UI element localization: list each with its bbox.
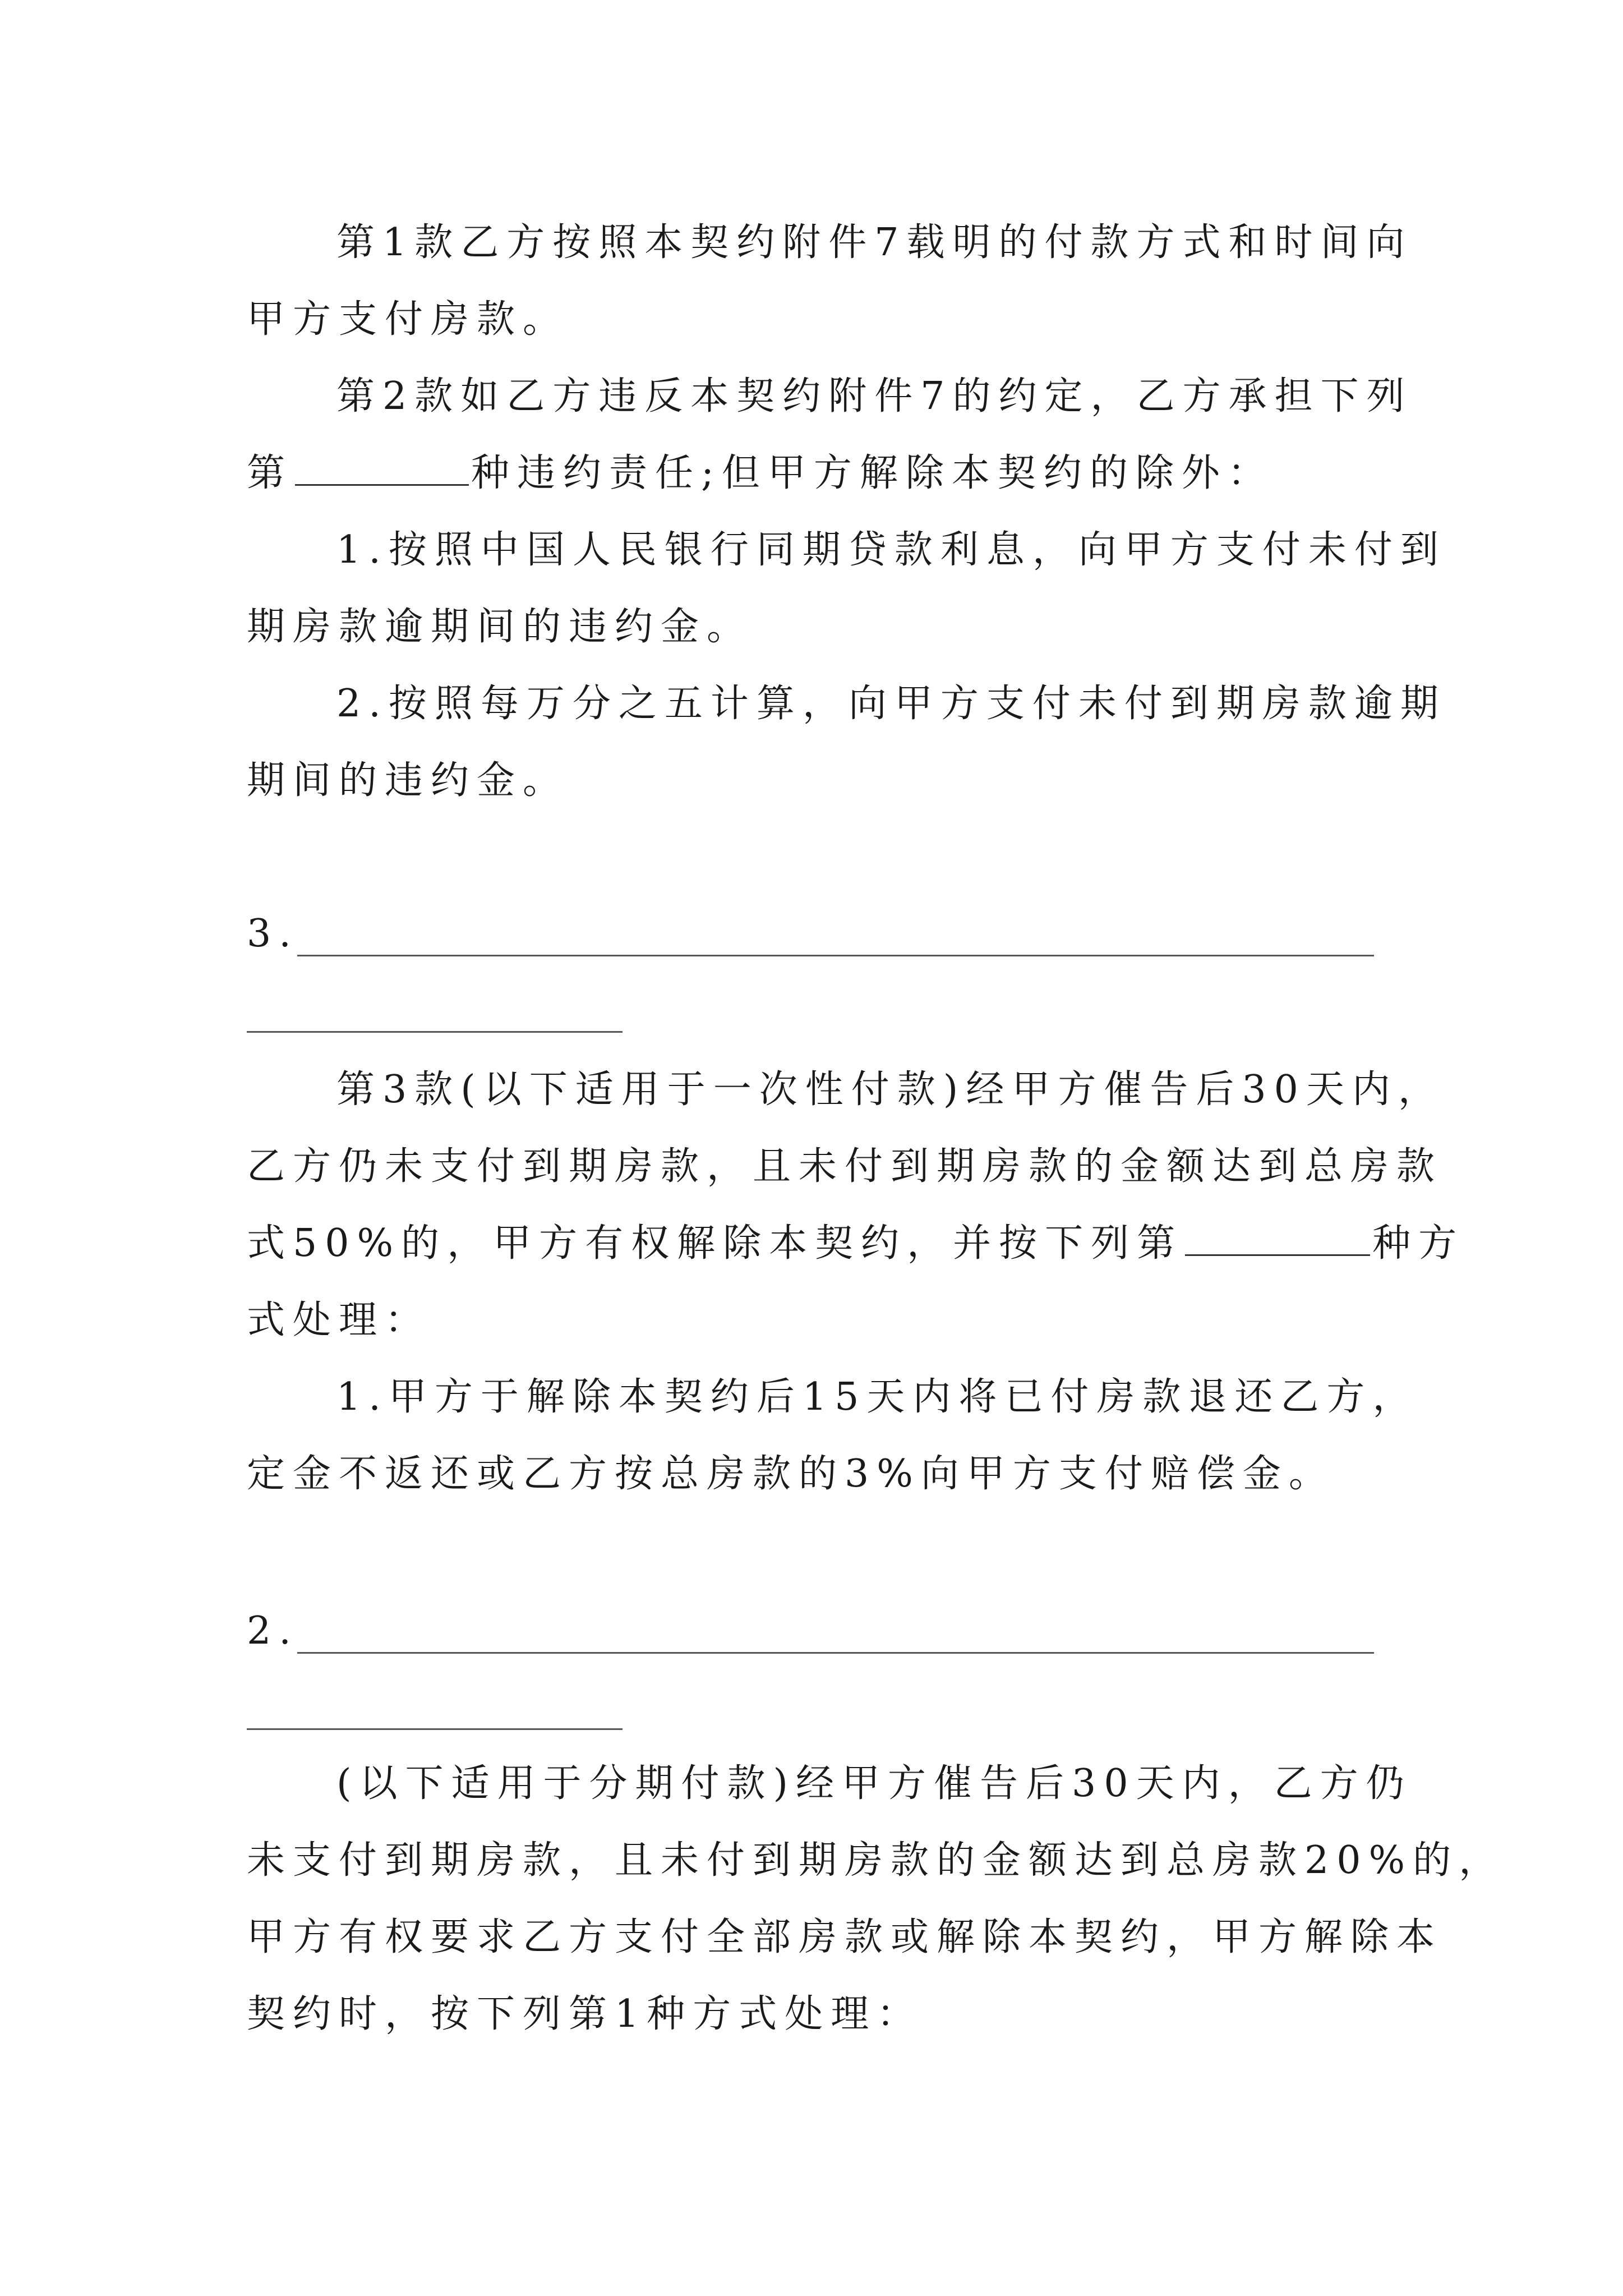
clause2-item2-line1: 2.按照每万分之五计算，向甲方支付未付到期房款逾期	[336, 682, 1446, 726]
clause3-item1-line2: 定金不返还或乙方按总房款的3%向甲方支付赔偿金。	[247, 1452, 1335, 1496]
clause2-line1: 第2款如乙方违反本契约附件7的约定，乙方承担下列	[336, 374, 1413, 418]
clause2-line2-suffix: 种违约责任;但甲方解除本契约的除外：	[471, 451, 1274, 495]
clause2-line2	[247, 448, 1274, 499]
clause2-item3-rule[interactable]	[297, 955, 1374, 956]
clause3-line4: 式处理：	[247, 1298, 431, 1342]
clause3-item2-label: 2.	[247, 1609, 299, 1653]
clause2-blank[interactable]	[295, 452, 469, 486]
clause3-item2-rule[interactable]	[297, 1652, 1374, 1654]
clause3-item1-line1: 1.甲方于解除本契约后15天内将已付房款退还乙方，	[336, 1375, 1419, 1419]
clause3-line3	[247, 1218, 1464, 1269]
clause2-item1-line1: 1.按照中国人民银行同期贷款利息，向甲方支付未付到	[336, 528, 1446, 572]
clause1-line1: 第1款乙方按照本契约附件7载明的付款方式和时间向	[336, 220, 1413, 265]
installment-line1: (以下适用于分期付款)经甲方催告后30天内，乙方仍	[336, 1761, 1412, 1806]
installment-line4: 契约时，按下列第1种方式处理：	[247, 1992, 923, 2036]
clause3-line3-suffix: 种方	[1372, 1221, 1465, 1266]
clause2-item1-line2: 期房款逾期间的违约金。	[247, 605, 753, 649]
installment-line2: 未支付到期房款，且未付到期房款的金额达到总房款20%的，	[247, 1838, 1505, 1883]
clause2-item2-line2: 期间的违约金。	[247, 758, 569, 803]
clause2-item3-rule-continued[interactable]	[247, 1031, 623, 1033]
clause3-line1: 第3款(以下适用于一次性付款)经甲方催告后30天内，	[336, 1068, 1444, 1112]
clause3-line2: 乙方仍未支付到期房款，且未付到期房款的金额达到总房款	[247, 1144, 1443, 1189]
clause1-line2: 甲方支付房款。	[247, 297, 569, 342]
clause3-item2-rule-continued[interactable]	[247, 1728, 623, 1730]
clause2-item3-label: 3.	[247, 912, 299, 956]
clause3-line3-prefix: 式50%的，甲方有权解除本契约，并按下列第	[247, 1221, 1183, 1266]
clause2-line2-prefix: 第	[247, 451, 293, 495]
installment-line3: 甲方有权要求乙方支付全部房款或解除本契约，甲方解除本	[247, 1915, 1443, 1959]
clause3-blank[interactable]	[1185, 1222, 1370, 1256]
